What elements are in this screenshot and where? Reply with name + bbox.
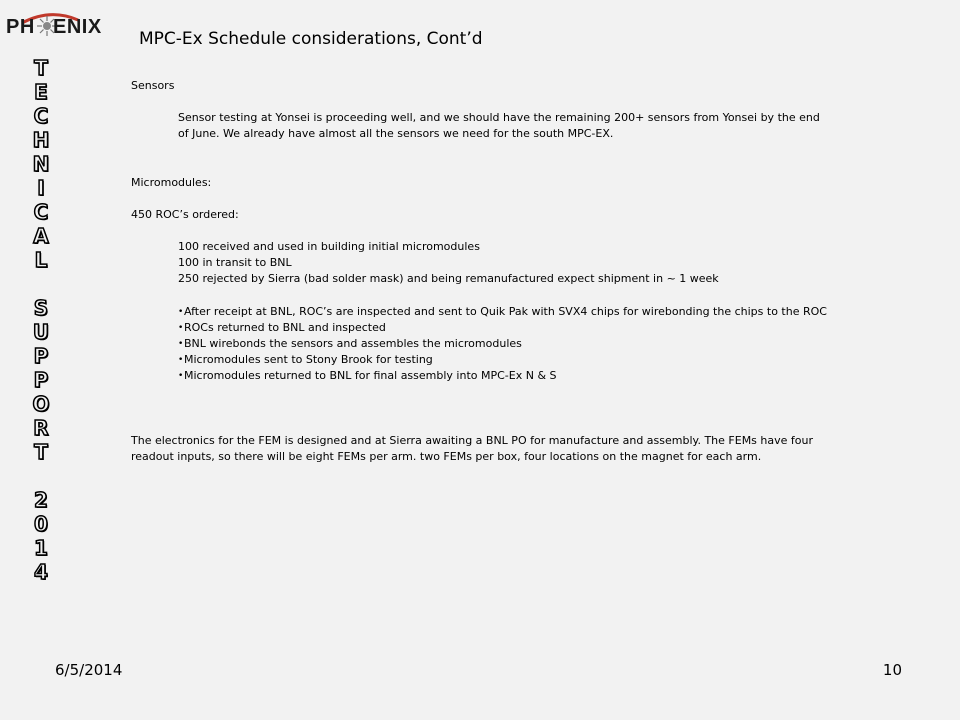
side-title-letter: U <box>32 320 50 344</box>
footer-date: 6/5/2014 <box>55 661 123 679</box>
spacer <box>131 385 831 433</box>
side-title-letter: O <box>32 392 50 416</box>
side-title-letter: T <box>34 56 48 80</box>
micromodules-heading: Micromodules: <box>131 175 212 189</box>
spacer <box>131 223 831 239</box>
page-number: 10 <box>882 661 902 679</box>
side-title-letter: H <box>32 128 50 152</box>
side-title-letter: S <box>33 296 49 320</box>
side-title-letter: 2 <box>34 488 48 512</box>
logo-text-right: ENIX <box>53 16 102 38</box>
side-title-letter: T <box>34 440 48 464</box>
side-title-letter: P <box>33 368 49 392</box>
side-title-letter: 0 <box>34 512 48 536</box>
side-title-letter: 4 <box>34 560 48 584</box>
spacer <box>131 191 831 207</box>
rocs-ordered-heading: 450 ROC’s ordered: <box>131 207 239 221</box>
bullet-item: • ROCs returned to BNL and inspected <box>178 320 831 336</box>
side-title-letter: R <box>33 416 49 440</box>
phenix-logo <box>6 12 102 48</box>
side-title-letter: N <box>32 152 50 176</box>
bullet-item: • Micromodules sent to Stony Brook for testing <box>178 352 831 368</box>
side-title-letter: I <box>37 176 45 200</box>
slide-title: MPC-Ex Schedule considerations, Cont’d <box>139 29 483 49</box>
side-title-letter: E <box>34 80 48 104</box>
fem-paragraph: The electronics for the FEM is designed and at Sierra awaiting a BNL PO for manufacture and assembly. The FEMs have four readout inputs, so there will be eight FEMs per arm. two FEMs per box, four locations on the magnet for each arm. <box>131 433 813 463</box>
spacer <box>131 288 831 304</box>
process-bullet-list <box>131 304 831 385</box>
roc-status-line: 100 received and used in building initial micromodules <box>178 240 480 254</box>
roc-status-line: 100 in transit to BNL <box>178 256 292 270</box>
side-title-technical-support-2014 <box>20 56 62 586</box>
bullet-item: • Micromodules returned to BNL for final assembly into MPC-Ex N & S <box>178 368 831 384</box>
side-title-letter: C <box>33 104 49 128</box>
sensors-heading: Sensors <box>131 79 175 92</box>
bullet-item: • After receipt at BNL, ROC’s are inspected and sent to Quik Pak with SVX4 chips for wirebonding the chips to the ROC <box>178 304 831 320</box>
side-title-letter: A <box>33 224 49 248</box>
roc-status-line: 250 rejected by Sierra (bad solder mask) and being remanufactured expect shipment in ~ 1 week <box>178 272 719 286</box>
side-title-letter: C <box>33 200 49 224</box>
side-title-letter: L <box>34 248 48 272</box>
logo-text-left: PH <box>6 16 35 38</box>
side-title-letter: 1 <box>34 536 48 560</box>
side-title-letter: P <box>33 344 49 368</box>
slide-content <box>131 78 831 465</box>
spacer <box>131 143 831 175</box>
spacer <box>131 94 831 110</box>
sensors-paragraph: Sensor testing at Yonsei is proceeding well, and we should have the remaining 200+ sensors from Yonsei by the end of June. We already have almost all the sensors we need for the south MPC-EX. <box>178 111 820 141</box>
bullet-item: • BNL wirebonds the sensors and assembles the micromodules <box>178 336 831 352</box>
